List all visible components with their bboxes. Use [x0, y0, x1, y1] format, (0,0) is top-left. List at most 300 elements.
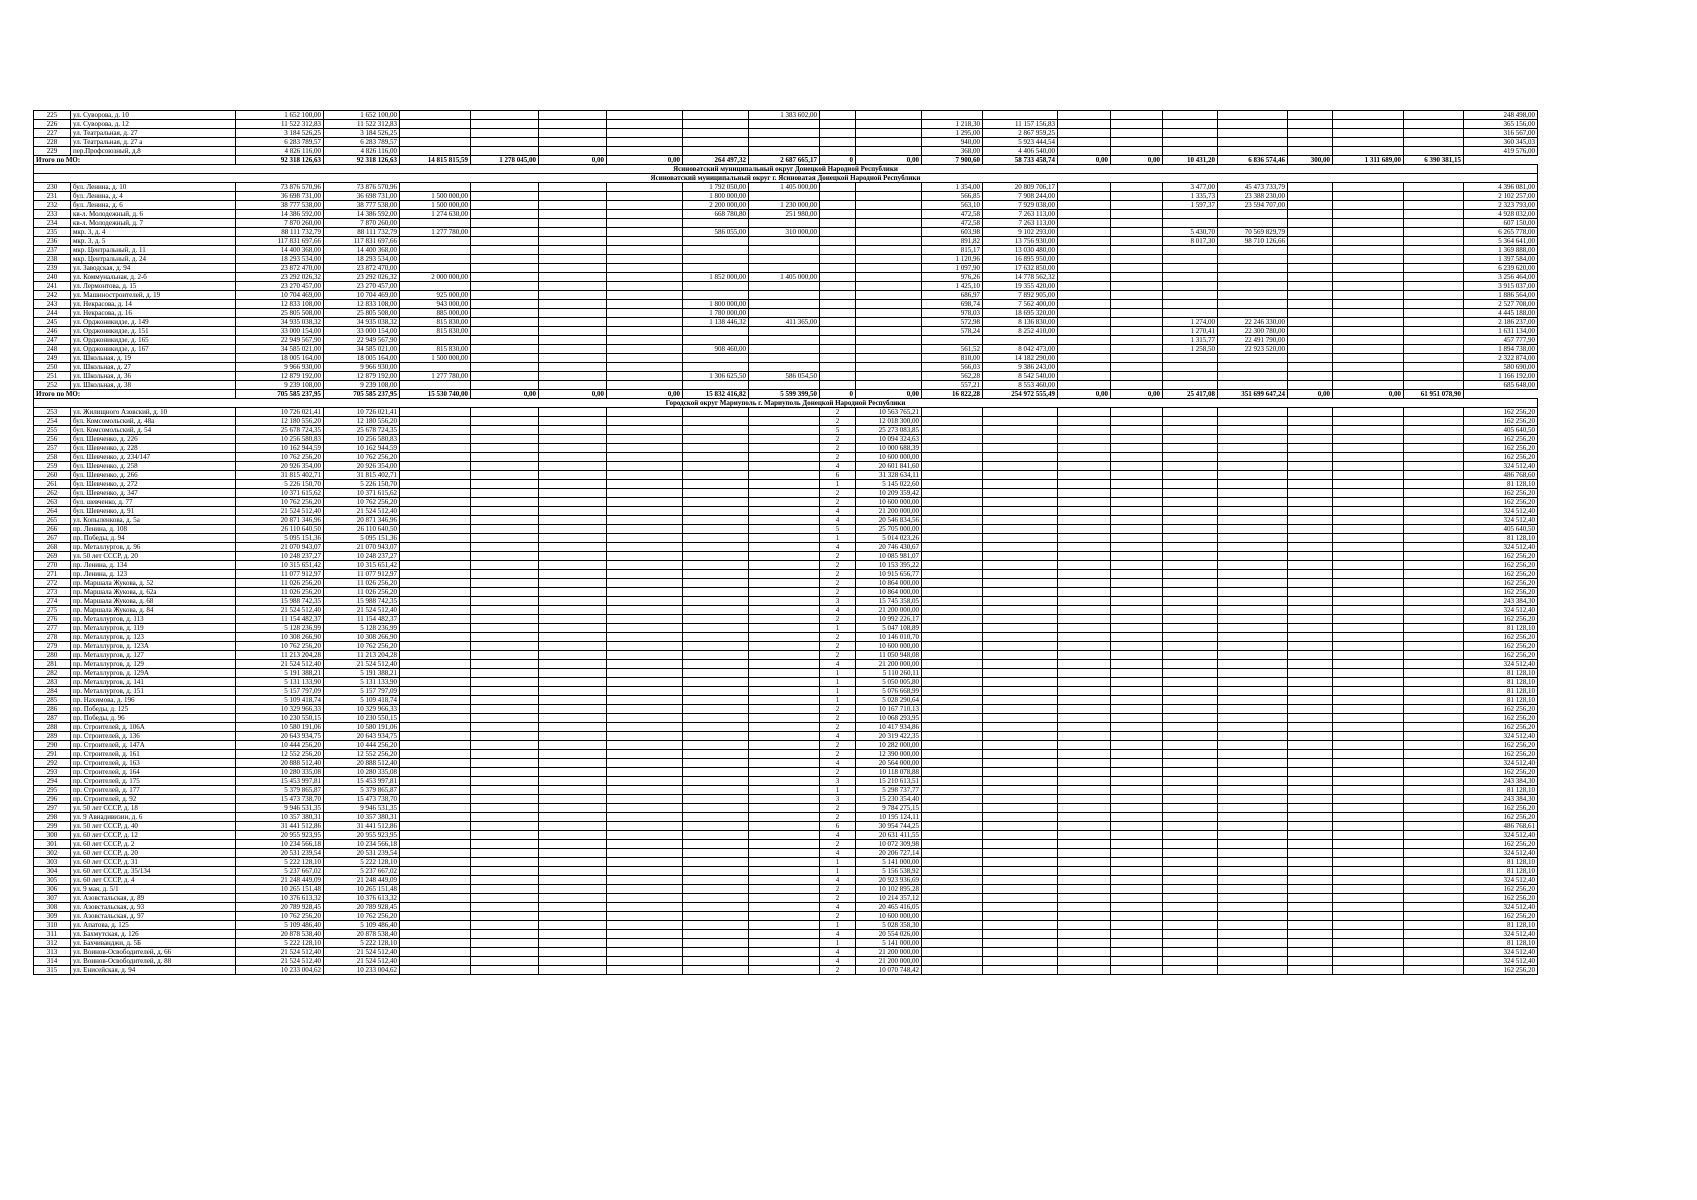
table-cell: [749, 417, 820, 426]
table-cell: [856, 138, 922, 147]
table-cell: 5 226 150,70: [236, 480, 324, 489]
table-cell: [856, 219, 922, 228]
table-cell: 2: [820, 552, 856, 561]
table-cell: 20 465 416,05: [856, 903, 922, 912]
table-cell: [856, 372, 922, 381]
table-cell: [1333, 273, 1404, 282]
table-cell: [1218, 624, 1288, 633]
table-cell: [1218, 129, 1288, 138]
table-cell: [1218, 606, 1288, 615]
table-cell: [1288, 183, 1333, 192]
table-cell: [1333, 615, 1404, 624]
table-cell: [471, 273, 539, 282]
table-cell: [471, 345, 539, 354]
table-cell: [749, 957, 820, 966]
table-cell: [1111, 696, 1163, 705]
table-cell: [1218, 858, 1288, 867]
table-cell: [749, 813, 820, 822]
table-cell: 978,03: [922, 309, 983, 318]
table-cell: [820, 138, 856, 147]
table-cell: [539, 111, 607, 120]
table-cell: 4: [820, 507, 856, 516]
table-cell: 243: [34, 300, 71, 309]
table-cell: [607, 912, 683, 921]
table-cell: 10 248 237,27: [324, 552, 400, 561]
table-cell: [607, 903, 683, 912]
table-cell: 5 128 236,99: [324, 624, 400, 633]
table-cell: [1218, 777, 1288, 786]
table-cell: [922, 903, 983, 912]
table-cell: 10 444 256,20: [236, 741, 324, 750]
table-cell: [1111, 507, 1163, 516]
table-cell: 1: [820, 480, 856, 489]
table-cell: [1218, 462, 1288, 471]
table-cell: [400, 777, 471, 786]
total-cell: 0,00: [1111, 390, 1163, 399]
table-cell: [749, 327, 820, 336]
table-cell: 260: [34, 471, 71, 480]
table-cell: 2 323 793,00: [1464, 201, 1538, 210]
table-cell: [1288, 588, 1333, 597]
table-cell: бул. Шевченко, д. 91: [71, 507, 236, 516]
table-row: [34, 813, 1538, 822]
table-cell: [539, 867, 607, 876]
table-cell: 20 809 706,17: [983, 183, 1058, 192]
table-cell: 976,26: [922, 273, 983, 282]
table-cell: [471, 525, 539, 534]
table-cell: [1218, 912, 1288, 921]
table-cell: [1163, 453, 1218, 462]
table-cell: [1111, 300, 1163, 309]
table-cell: [983, 795, 1058, 804]
table-cell: [1058, 876, 1111, 885]
table-cell: [1404, 849, 1464, 858]
table-cell: пр. Строителей, д. 164: [71, 768, 236, 777]
table-cell: [607, 759, 683, 768]
table-cell: 2: [820, 840, 856, 849]
table-cell: [820, 228, 856, 237]
table-cell: [1218, 714, 1288, 723]
table-cell: 21 524 512,40: [236, 948, 324, 957]
table-cell: 272: [34, 579, 71, 588]
table-cell: 566,85: [922, 192, 983, 201]
table-cell: [1333, 525, 1404, 534]
table-cell: 251 980,00: [749, 210, 820, 219]
table-cell: 10 371 615,62: [236, 489, 324, 498]
table-cell: [922, 768, 983, 777]
table-cell: [922, 651, 983, 660]
table-cell: [1058, 552, 1111, 561]
table-cell: [983, 687, 1058, 696]
table-cell: [1404, 471, 1464, 480]
table-cell: 15 988 742,35: [236, 597, 324, 606]
table-cell: 10 265 151,48: [324, 885, 400, 894]
table-cell: [607, 615, 683, 624]
table-cell: 299: [34, 822, 71, 831]
table-cell: [539, 570, 607, 579]
table-cell: 23 292 026,32: [236, 273, 324, 282]
table-cell: 252: [34, 381, 71, 390]
table-cell: 265: [34, 516, 71, 525]
table-cell: ул. Лермонтова, д. 15: [71, 282, 236, 291]
table-cell: [1288, 714, 1333, 723]
total-cell: 1 311 689,00: [1333, 156, 1404, 165]
table-cell: [400, 813, 471, 822]
table-cell: [1058, 471, 1111, 480]
table-cell: [749, 606, 820, 615]
table-cell: 256: [34, 435, 71, 444]
table-cell: 228: [34, 138, 71, 147]
table-cell: [539, 885, 607, 894]
table-cell: [856, 354, 922, 363]
table-cell: [1218, 795, 1288, 804]
table-cell: [471, 309, 539, 318]
table-cell: 5 050 005,80: [856, 678, 922, 687]
table-row: [34, 723, 1538, 732]
table-cell: пр. Строителей, д. 147А: [71, 741, 236, 750]
table-cell: [1288, 795, 1333, 804]
table-row: [34, 714, 1538, 723]
table-cell: [1333, 345, 1404, 354]
table-cell: 5 095 151,36: [236, 534, 324, 543]
table-cell: [471, 120, 539, 129]
table-cell: [539, 957, 607, 966]
table-cell: [1218, 408, 1288, 417]
table-cell: пр. Металлургов, д. 151: [71, 687, 236, 696]
table-cell: ул. Орджоникидзе, д. 167: [71, 345, 236, 354]
table-cell: [749, 759, 820, 768]
table-cell: [400, 138, 471, 147]
table-cell: [539, 759, 607, 768]
table-cell: [539, 921, 607, 930]
table-cell: [1404, 237, 1464, 246]
table-cell: [1288, 201, 1333, 210]
table-cell: 20 531 239,54: [236, 849, 324, 858]
table-cell: [683, 723, 749, 732]
table-cell: 36 698 731,00: [236, 192, 324, 201]
table-cell: [471, 552, 539, 561]
table-cell: [1111, 201, 1163, 210]
table-cell: [983, 480, 1058, 489]
table-cell: [922, 489, 983, 498]
table-cell: 266: [34, 525, 71, 534]
table-cell: 5 145 022,60: [856, 480, 922, 489]
table-cell: 324 512,40: [1464, 516, 1538, 525]
table-cell: [607, 894, 683, 903]
table-cell: [1163, 903, 1218, 912]
table-cell: [922, 543, 983, 552]
table-cell: [400, 831, 471, 840]
table-cell: 2: [820, 750, 856, 759]
table-cell: [1288, 876, 1333, 885]
table-cell: 10 230 550,15: [324, 714, 400, 723]
table-cell: [1058, 651, 1111, 660]
table-cell: 324 512,40: [1464, 903, 1538, 912]
table-cell: [400, 363, 471, 372]
table-row: [34, 849, 1538, 858]
table-cell: [1333, 588, 1404, 597]
table-cell: ул. Орджоникидзе, д. 151: [71, 327, 236, 336]
table-cell: 1 166 192,00: [1464, 372, 1538, 381]
table-cell: [1111, 633, 1163, 642]
table-cell: [400, 633, 471, 642]
table-cell: [983, 741, 1058, 750]
table-cell: 3: [820, 597, 856, 606]
table-cell: [1404, 291, 1464, 300]
table-cell: [1111, 876, 1163, 885]
table-cell: [922, 696, 983, 705]
table-cell: 5 109 486,40: [324, 921, 400, 930]
table-cell: [1163, 921, 1218, 930]
table-cell: [683, 876, 749, 885]
table-cell: 251: [34, 372, 71, 381]
table-cell: [607, 660, 683, 669]
table-cell: 2: [820, 435, 856, 444]
table-cell: [1163, 462, 1218, 471]
table-cell: [1333, 957, 1404, 966]
table-cell: 457 777,90: [1464, 336, 1538, 345]
table-cell: [1288, 660, 1333, 669]
table-cell: 20 643 934,75: [236, 732, 324, 741]
total-cell: 0,00: [1333, 390, 1404, 399]
table-cell: [983, 867, 1058, 876]
table-cell: 258: [34, 453, 71, 462]
table-cell: 2: [820, 885, 856, 894]
table-cell: 2: [820, 723, 856, 732]
table-cell: [683, 885, 749, 894]
table-cell: 281: [34, 660, 71, 669]
table-cell: [683, 543, 749, 552]
table-cell: [1404, 219, 1464, 228]
table-cell: 2: [820, 651, 856, 660]
table-cell: 5 222 128,10: [324, 939, 400, 948]
table-cell: [1218, 219, 1288, 228]
table-cell: 10 280 335,08: [324, 768, 400, 777]
table-cell: [607, 705, 683, 714]
table-cell: [683, 651, 749, 660]
table-row: [34, 345, 1538, 354]
table-cell: 162 256,20: [1464, 804, 1538, 813]
table-cell: [1163, 894, 1218, 903]
table-cell: 2: [820, 570, 856, 579]
table-cell: ул. Заводская, д. 94: [71, 264, 236, 273]
table-cell: [607, 147, 683, 156]
table-cell: [607, 813, 683, 822]
table-cell: [607, 750, 683, 759]
table-cell: [922, 642, 983, 651]
table-cell: 81 128,10: [1464, 534, 1538, 543]
table-row: [34, 831, 1538, 840]
table-cell: [1333, 318, 1404, 327]
table-cell: 4: [820, 660, 856, 669]
table-cell: 10 102 895,28: [856, 885, 922, 894]
table-cell: [749, 642, 820, 651]
table-cell: [400, 876, 471, 885]
table-cell: 17 632 850,00: [983, 264, 1058, 273]
table-cell: [471, 462, 539, 471]
table-cell: [1404, 813, 1464, 822]
total-cell: 0: [820, 156, 856, 165]
table-cell: [922, 507, 983, 516]
table-cell: 324 512,40: [1464, 876, 1538, 885]
table-cell: [1288, 957, 1333, 966]
table-cell: [607, 930, 683, 939]
table-cell: 2: [820, 912, 856, 921]
table-row: [34, 435, 1538, 444]
table-cell: 162 256,20: [1464, 894, 1538, 903]
table-cell: [1404, 507, 1464, 516]
table-cell: 162 256,20: [1464, 642, 1538, 651]
table-cell: 2: [820, 741, 856, 750]
table-cell: [1058, 615, 1111, 624]
table-cell: [749, 768, 820, 777]
table-cell: [607, 651, 683, 660]
table-cell: [400, 678, 471, 687]
table-cell: [1058, 660, 1111, 669]
table-cell: [983, 633, 1058, 642]
table-cell: [539, 129, 607, 138]
total-row: [34, 390, 1538, 399]
table-cell: [1333, 777, 1404, 786]
table-cell: [1288, 381, 1333, 390]
table-cell: 297: [34, 804, 71, 813]
table-cell: [1058, 147, 1111, 156]
table-cell: 20 789 928,45: [324, 903, 400, 912]
table-cell: 10 209 359,42: [856, 489, 922, 498]
table-cell: [1288, 291, 1333, 300]
table-cell: [471, 759, 539, 768]
table-cell: 486 768,61: [1464, 822, 1538, 831]
table-cell: 4: [820, 462, 856, 471]
table-cell: [1288, 372, 1333, 381]
table-cell: [983, 804, 1058, 813]
table-cell: [1111, 588, 1163, 597]
table-cell: ул. 50 лет СССР, д. 20: [71, 552, 236, 561]
table-cell: 324 512,40: [1464, 849, 1538, 858]
table-cell: 261: [34, 480, 71, 489]
table-cell: [1404, 777, 1464, 786]
table-cell: [1058, 525, 1111, 534]
table-cell: [1218, 138, 1288, 147]
table-cell: [471, 228, 539, 237]
table-cell: [471, 678, 539, 687]
table-cell: [856, 237, 922, 246]
table-cell: 6 283 789,57: [324, 138, 400, 147]
table-row: [34, 444, 1538, 453]
table-cell: [856, 210, 922, 219]
table-cell: [1288, 768, 1333, 777]
table-row: [34, 291, 1538, 300]
table-cell: [607, 777, 683, 786]
table-cell: 4 826 116,00: [324, 147, 400, 156]
table-cell: бул. Комсомольский, д. 54: [71, 426, 236, 435]
table-cell: 162 256,20: [1464, 750, 1538, 759]
table-cell: [1404, 831, 1464, 840]
table-cell: бул. Шевченко, д. 228: [71, 444, 236, 453]
table-cell: 1: [820, 696, 856, 705]
table-cell: ул. Воинов-Освободителей, д. 88: [71, 957, 236, 966]
table-cell: [1111, 660, 1163, 669]
table-cell: [1058, 435, 1111, 444]
table-cell: [400, 660, 471, 669]
table-cell: 21 200 000,00: [856, 660, 922, 669]
table-cell: ул. Апатова, д. 125: [71, 921, 236, 930]
table-cell: 257: [34, 444, 71, 453]
table-cell: 243 384,30: [1464, 777, 1538, 786]
table-cell: [1333, 597, 1404, 606]
table-cell: 11 522 312,83: [324, 120, 400, 129]
table-cell: пр. Нахимова, д. 196: [71, 696, 236, 705]
table-cell: 274: [34, 597, 71, 606]
table-cell: [1333, 300, 1404, 309]
table-cell: 7 908 244,00: [983, 192, 1058, 201]
table-cell: [856, 246, 922, 255]
table-cell: [1218, 372, 1288, 381]
table-cell: 162 256,20: [1464, 633, 1538, 642]
table-cell: 12 879 192,00: [324, 372, 400, 381]
table-cell: 26 110 640,50: [236, 525, 324, 534]
table-cell: [471, 822, 539, 831]
table-cell: [400, 957, 471, 966]
table-cell: [1404, 327, 1464, 336]
table-cell: [1058, 777, 1111, 786]
table-row: [34, 633, 1538, 642]
table-cell: [1163, 930, 1218, 939]
table-cell: [1111, 948, 1163, 957]
table-cell: 11 077 912,97: [324, 570, 400, 579]
table-cell: 1 425,10: [922, 282, 983, 291]
table-cell: [1333, 309, 1404, 318]
table-cell: [1218, 426, 1288, 435]
table-cell: 10 357 380,31: [324, 813, 400, 822]
table-cell: 2 200 000,00: [683, 201, 749, 210]
table-cell: ул. Воинов-Освободителей, д. 66: [71, 948, 236, 957]
table-cell: [1163, 849, 1218, 858]
table-cell: [539, 210, 607, 219]
table-cell: 10 162 944,59: [324, 444, 400, 453]
table-cell: 25 805 508,00: [236, 309, 324, 318]
table-cell: [1288, 246, 1333, 255]
table-cell: 9 386 243,00: [983, 363, 1058, 372]
table-cell: [683, 498, 749, 507]
table-cell: [607, 867, 683, 876]
table-cell: [1111, 903, 1163, 912]
table-cell: [471, 543, 539, 552]
table-cell: [1163, 840, 1218, 849]
table-cell: [1058, 894, 1111, 903]
table-cell: [983, 930, 1058, 939]
table-cell: [1218, 291, 1288, 300]
table-cell: [1404, 309, 1464, 318]
table-cell: [471, 336, 539, 345]
table-cell: 7 870 260,00: [324, 219, 400, 228]
table-cell: [1163, 471, 1218, 480]
table-cell: [1333, 912, 1404, 921]
table-cell: 14 182 290,00: [983, 354, 1058, 363]
table-cell: 14 400 368,00: [236, 246, 324, 255]
table-cell: [749, 255, 820, 264]
table-cell: [749, 795, 820, 804]
table-cell: 2: [820, 417, 856, 426]
total-cell: 0,00: [856, 390, 922, 399]
table-cell: 7 929 038,00: [983, 201, 1058, 210]
table-cell: [1218, 255, 1288, 264]
table-cell: [749, 309, 820, 318]
table-cell: 18 695 320,00: [983, 309, 1058, 318]
table-cell: бул. Шевченко, д. 266: [71, 471, 236, 480]
table-cell: [471, 624, 539, 633]
table-cell: [1404, 624, 1464, 633]
